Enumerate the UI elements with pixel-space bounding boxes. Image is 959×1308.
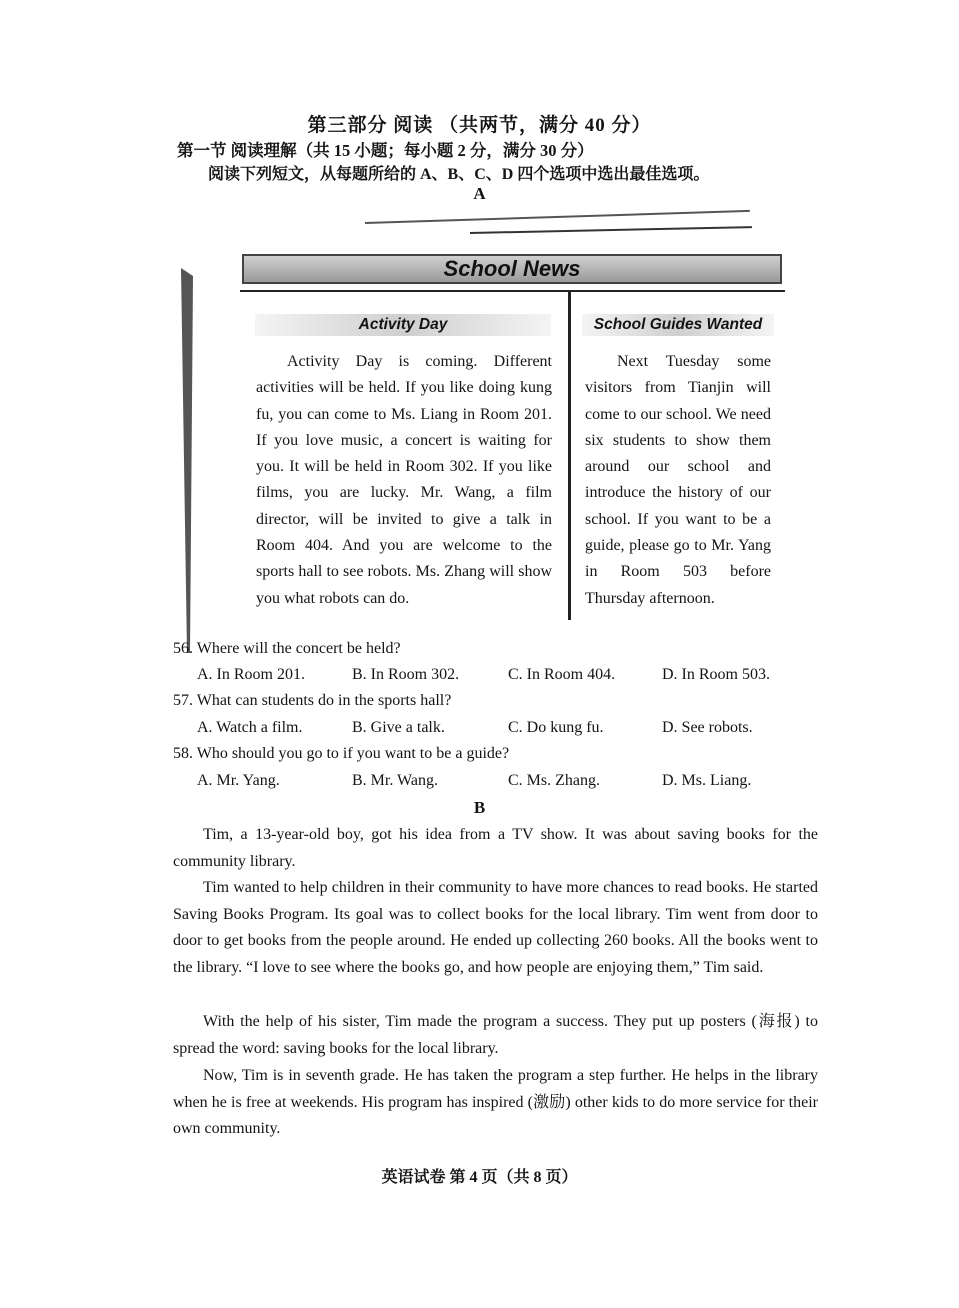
option-b: B. Give a talk. <box>352 719 445 736</box>
news-banner-title: School News <box>443 256 581 281</box>
option-d: D. In Room 503. <box>662 666 770 683</box>
option-b: B. Mr. Wang. <box>352 772 438 789</box>
paper-edge-line <box>470 226 752 234</box>
option-a: A. Mr. Yang. <box>197 772 280 789</box>
question-stem: 58. Who should you go to if you want to be a guide? <box>173 745 510 762</box>
column-divider <box>568 292 571 620</box>
option-b: B. In Room 302. <box>352 666 460 683</box>
school-guides-heading: School Guides Wanted <box>582 314 774 336</box>
school-guides-text: Next Tuesday some visitors from Tianjin will come to our school. We need six students to show them around our school and introduce the history of our school. If you want to be a guide, please go to Mr. Yang in Room 503 before Thursday afternoon. <box>585 353 771 607</box>
part-title: 第三部分 阅读 （共两节，满分 40 分） <box>307 115 652 136</box>
option-d: D. Ms. Liang. <box>662 772 752 789</box>
question-stem: 57. What can students do in the sports hall? <box>173 692 452 709</box>
activity-day-heading: Activity Day <box>255 314 551 336</box>
passage-b-paragraph: With the help of his sister, Tim made the program a success. They put up posters (海报) to spread the word: saving books for the local library. <box>173 1013 818 1057</box>
option-a: A. In Room 201. <box>197 666 305 683</box>
option-a: A. Watch a film. <box>197 719 303 736</box>
paper-fold-edge <box>181 268 193 653</box>
news-rule <box>240 290 785 292</box>
page-footer: 英语试卷 第 4 页（共 8 页） <box>381 1169 578 1186</box>
activity-day-text: Activity Day is coming. Different activities will be held. If you like doing kung fu, you can come to Ms. Liang in Room 201. If you love music, a concert is waiting for you. It will be held in Room 302. If you like films, you are lucky. Mr. Wang, a film director, will be invited to give a talk in Room 404. And you are welcome to the sports hall to see robots. Ms. Zhang will show you what robots can do. <box>256 353 552 607</box>
section-title: 第一节 阅读理解（共 15 小题；每小题 2 分，满分 30 分） <box>177 141 594 160</box>
option-d: D. See robots. <box>662 719 753 736</box>
passage-b-paragraph: Tim wanted to help children in their community to have more chances to read books. He started Saving Books Program. Its goal was to collect books for the local library. Tim went from door to door to get books from the people around. He ended up collecting 260 books. All the books went to the library. “I love to see where the books go, and how people are enjoying them,” Tim said. <box>173 879 818 976</box>
question-stem: 56. Where will the concert be held? <box>173 640 401 657</box>
news-banner <box>242 254 782 284</box>
option-c: C. In Room 404. <box>508 666 616 683</box>
passage-b-paragraph: Tim, a 13-year-old boy, got his idea from a TV show. It was about saving books for the community library. <box>173 826 818 870</box>
option-c: C. Do kung fu. <box>508 719 604 736</box>
option-c: C. Ms. Zhang. <box>508 772 600 789</box>
paper-edge-line <box>365 210 750 224</box>
passage-b-letter: B <box>473 798 486 817</box>
instructions: 阅读下列短文，从每题所给的 A、B、C、D 四个选项中选出最佳选项。 <box>208 166 710 183</box>
passage-b-paragraph: Now, Tim is in seventh grade. He has taken the program a step further. He helps in the library when he is free at weekends. His program has inspired (激励) other kids to do more service for their own community. <box>173 1067 818 1137</box>
passage-a-letter: A <box>473 184 486 203</box>
